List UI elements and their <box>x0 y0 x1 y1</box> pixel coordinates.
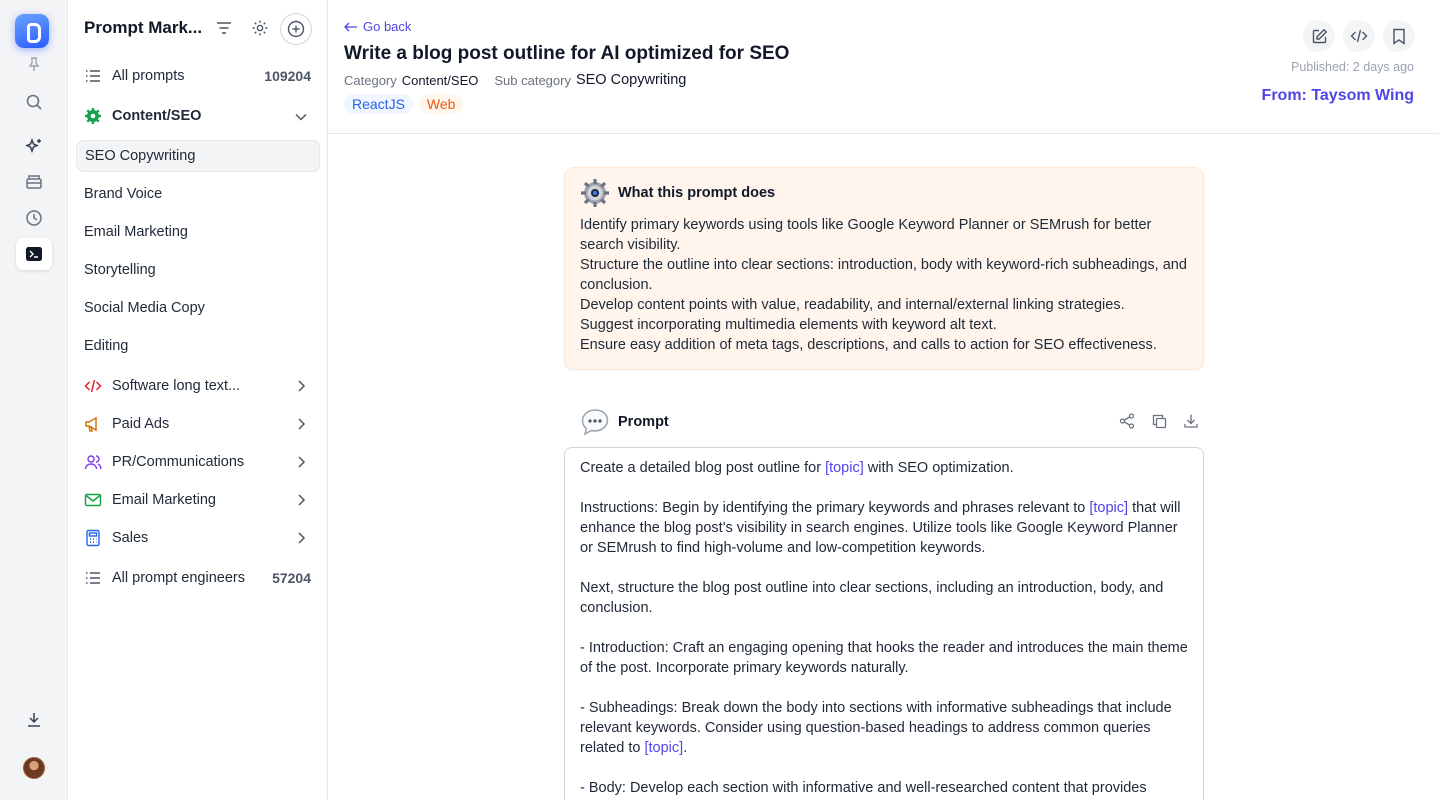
sidebar-item-label: Brand Voice <box>84 186 163 202</box>
download-icon[interactable] <box>1183 413 1199 429</box>
sidebar-item-label: Content/SEO <box>112 108 202 124</box>
speech-bubble-icon <box>580 407 610 437</box>
prompt-count: 109204 <box>264 68 311 84</box>
sidebar-item-label: SEO Copywriting <box>85 148 196 164</box>
icon-rail <box>0 0 68 800</box>
main-content <box>328 0 1439 800</box>
filter-icon[interactable] <box>214 18 234 38</box>
sidebar-group-email-marketing[interactable] <box>76 484 320 516</box>
prompt-spacer <box>580 558 1192 578</box>
description-card <box>564 167 1204 370</box>
category-value[interactable]: Content/SEO <box>401 72 479 88</box>
prompt-text-run: Instructions: Begin by identifying the primary keywords and phrases relevant to <box>580 500 1090 516</box>
sidebar-group-software[interactable] <box>76 370 320 402</box>
chevron-right-icon <box>294 417 308 435</box>
sidebar-item-label: All prompts <box>112 68 185 84</box>
code-icon <box>84 377 102 395</box>
subcategory-value[interactable]: SEO Copywriting <box>575 72 687 88</box>
gear-icon[interactable] <box>250 18 270 38</box>
mail-icon <box>84 491 102 509</box>
prompt-header <box>328 0 1439 134</box>
sidebar-group-content-seo[interactable] <box>76 100 320 132</box>
add-button[interactable] <box>280 13 312 45</box>
published-date: Published: 2 days ago <box>1290 60 1414 74</box>
tag-list <box>344 94 463 114</box>
chevron-right-icon <box>294 493 308 511</box>
prompt-spacer <box>580 758 1192 778</box>
search-icon[interactable] <box>22 90 46 114</box>
sidebar-item-social-media-copy[interactable] <box>76 292 320 324</box>
prompt-spacer <box>580 678 1192 698</box>
prompt-text-run: with SEO optimization. <box>863 460 1014 476</box>
category-sidebar <box>68 0 328 800</box>
description-title: What this prompt does <box>618 185 776 201</box>
sidebar-item-label: Email Marketing <box>84 224 188 240</box>
prompt-text-run: that will enhance the blog post's visibility in search engines. Utilize tools like Google Keyword Planner or SEMrush to find high-volume and low-competition keywords. <box>580 500 1181 556</box>
app-logo[interactable] <box>15 14 49 48</box>
description-line: Structure the outline into clear sections: introduction, body with keyword-rich subheadings, and conclusion. <box>580 257 1187 293</box>
embed-button[interactable] <box>1343 20 1375 52</box>
calculator-icon <box>84 529 102 547</box>
terminal-icon[interactable] <box>16 238 52 270</box>
engineer-count: 57204 <box>272 570 311 586</box>
prompt-spacer <box>580 478 1192 498</box>
prompt-paragraph <box>580 498 1192 558</box>
go-back-link[interactable] <box>344 19 411 34</box>
download-icon[interactable] <box>22 708 46 732</box>
sidebar-group-pr-communications[interactable] <box>76 446 320 478</box>
sidebar-group-sales[interactable] <box>76 522 320 554</box>
description-header <box>580 178 775 208</box>
prompt-meta <box>344 72 702 88</box>
tag-reactjs[interactable]: ReactJS <box>344 94 413 114</box>
chevron-right-icon <box>294 455 308 473</box>
sparkles-icon[interactable] <box>22 134 46 158</box>
prompt-paragraph: Next, structure the blog post outline into clear sections, including an introduction, body, and conclusion. <box>580 580 1164 616</box>
prompt-paragraph: - Introduction: Craft an engaging opening that hooks the reader and introduces the main theme of the post. Incorporate primary keywords naturally. <box>580 640 1188 676</box>
prompt-title: Prompt <box>618 414 669 430</box>
description-line: Develop content points with value, readability, and internal/external linking strategies. <box>580 297 1125 313</box>
sidebar-item-label: All prompt engineers <box>112 570 245 586</box>
category-label: Category <box>344 72 397 88</box>
sidebar-item-label: Editing <box>84 338 129 354</box>
prompt-text-run: - Subheadings: Break down the body into sections with informative subheadings that include relevant keywords. Consider using question-based headings to address common queries related to <box>580 700 1172 756</box>
subcategory-label: Sub category <box>494 72 571 88</box>
page-title: Write a blog post outline for AI optimized for SEO <box>344 43 790 64</box>
prompt-paragraph: - Body: Develop each section with informative and well-researched content that provides <box>580 780 1147 796</box>
sidebar-item-all-prompt-engineers[interactable] <box>76 562 320 594</box>
share-icon[interactable] <box>1119 413 1135 429</box>
sidebar-item-label: Paid Ads <box>112 416 170 432</box>
sidebar-item-label: PR/Communications <box>112 454 245 470</box>
sidebar-title: Prompt Mark... <box>84 18 203 37</box>
archive-icon[interactable] <box>22 170 46 194</box>
bookmark-icon <box>1391 28 1407 45</box>
gear-icon <box>84 107 102 125</box>
description-line: Suggest incorporating multimedia elements with keyword alt text. <box>580 317 997 333</box>
sidebar-item-all-prompts[interactable] <box>76 60 320 92</box>
sidebar-item-label: Social Media Copy <box>84 300 205 316</box>
sidebar-group-paid-ads[interactable] <box>76 408 320 440</box>
user-avatar[interactable] <box>23 757 45 779</box>
prompt-paragraph <box>580 458 1192 478</box>
sidebar-item-email-marketing[interactable] <box>76 216 320 248</box>
copy-icon[interactable] <box>1151 413 1167 429</box>
list-icon <box>84 67 102 85</box>
sidebar-item-seo-copywriting[interactable] <box>76 140 320 172</box>
go-back-label: Go back <box>363 19 412 34</box>
users-icon <box>84 453 102 471</box>
chevron-down-icon <box>294 110 308 128</box>
clock-icon[interactable] <box>22 206 46 230</box>
gear-icon <box>580 178 610 208</box>
edit-icon <box>1311 28 1328 45</box>
prompt-text-box[interactable] <box>564 447 1204 800</box>
sidebar-item-brand-voice[interactable] <box>76 178 320 210</box>
list-icon <box>84 569 102 587</box>
chevron-right-icon <box>294 531 308 549</box>
sidebar-item-editing[interactable] <box>76 330 320 362</box>
code-icon <box>1350 27 1368 45</box>
sidebar-item-storytelling[interactable] <box>76 254 320 286</box>
description-line: Ensure easy addition of meta tags, descriptions, and calls to action for SEO effectiveness. <box>580 337 1157 353</box>
description-line: Identify primary keywords using tools like Google Keyword Planner or SEMrush for better search visibility. <box>580 217 1152 253</box>
sidebar-item-label: Software long text... <box>112 378 241 394</box>
edit-button[interactable] <box>1303 20 1335 52</box>
sidebar-header <box>84 14 316 42</box>
topic-variable[interactable]: [topic] <box>1089 500 1129 516</box>
sidebar-item-label: Sales <box>112 530 149 546</box>
prompt-spacer <box>580 618 1192 638</box>
megaphone-icon <box>84 415 102 433</box>
arrow-left-icon <box>344 22 358 32</box>
pin-icon[interactable] <box>22 52 46 76</box>
tag-web[interactable]: Web <box>419 94 464 114</box>
sidebar-item-label: Email Marketing <box>112 492 216 508</box>
chevron-right-icon <box>294 379 308 397</box>
prompt-section-header <box>580 407 669 437</box>
description-body <box>580 215 1192 355</box>
prompt-paragraph <box>580 698 1192 758</box>
topic-variable[interactable]: [topic] <box>644 740 684 756</box>
topic-variable[interactable]: [topic] <box>825 460 864 476</box>
prompt-text-run: Create a detailed blog post outline for <box>580 460 826 476</box>
sidebar-item-label: Storytelling <box>84 262 156 278</box>
prompt-text <box>580 458 1192 798</box>
bookmark-button[interactable] <box>1383 20 1415 52</box>
prompt-text-run: . <box>683 740 688 756</box>
author-link[interactable]: From: Taysom Wing <box>1261 87 1414 104</box>
